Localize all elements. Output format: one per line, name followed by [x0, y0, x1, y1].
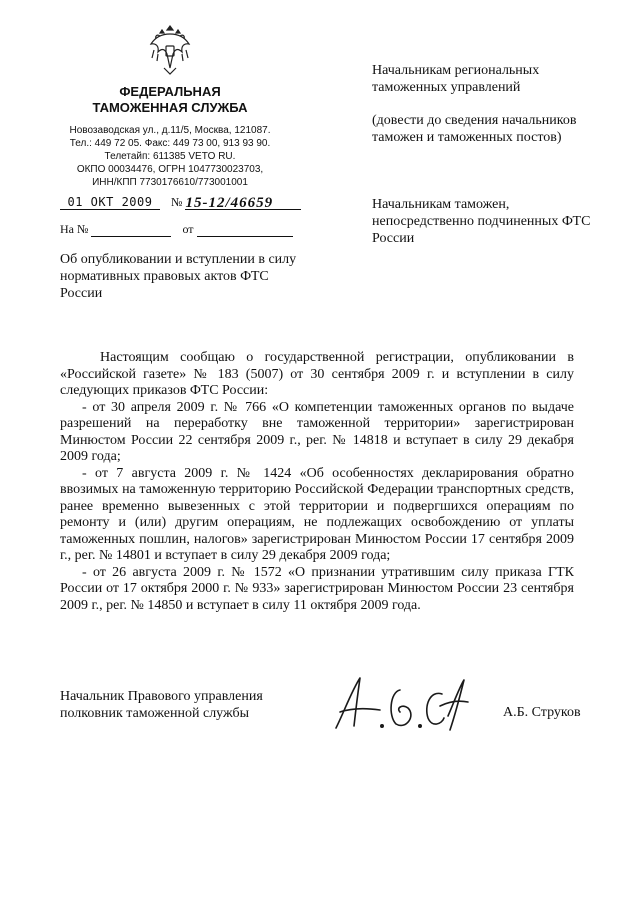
- signatory-name: А.Б. Струков: [503, 705, 581, 720]
- addressee-note: (довести до сведения начальников таможен и таможенных постов): [372, 113, 577, 145]
- addressee-regional: Начальникам региональных таможенных управлений: [372, 63, 540, 95]
- double-headed-eagle-emblem-icon: [148, 24, 192, 76]
- reference-date-label: от: [182, 222, 194, 236]
- signatory-position: [60, 688, 320, 722]
- number-label: №: [171, 195, 183, 209]
- date-field: [60, 195, 160, 210]
- org-line-2: ТАМОЖЕННАЯ СЛУЖБА: [92, 100, 248, 115]
- document-subject: Об опубликовании и вступлении в силу нормативных правовых актов ФТС России: [60, 252, 297, 301]
- contact-line: Тел.: 449 72 05. Факс: 449 73 00, 913 93 90.: [69, 138, 271, 149]
- reference-number-label: На №: [60, 222, 89, 236]
- order-item: - от 26 августа 2009 г. № 1572 «О признании утратившим силу приказа ГТК России от 17 октября 2000 г. № 933» зарегистрирован Минюстом России 23 сентября 2009 г., рег. № 14850 и вступает в силу 11 октября 2009 года.: [60, 564, 574, 613]
- contact-line: ИНН/КПП 7730176610/773001001: [92, 177, 248, 188]
- handwritten-outgoing-number: 15-12/46659: [185, 195, 274, 211]
- position-line-1: Начальник Правового управления: [60, 689, 263, 704]
- handwritten-signature: [330, 672, 470, 736]
- date-stamp: 01 ОКТ 2009: [67, 195, 153, 209]
- position-line-2: полковник таможенной службы: [60, 706, 250, 721]
- reference-date-field: [197, 222, 293, 237]
- order-item: - от 30 апреля 2009 г. № 766 «О компетенции таможенных органов по выдаче разрешений на переработку вне таможенной территории» зарегистрирован Минюстом России 22 сентября 2009 г., рег. № 14818 и вступает в силу 29 декабря 2009 года;: [60, 399, 574, 464]
- contact-line: Новозаводская ул., д.11/5, Москва, 121087.: [69, 125, 271, 136]
- contact-line: ОКПО 00034476, ОГРН 1047730023703,: [76, 164, 264, 175]
- order-item: - от 7 августа 2009 г. № 1424 «Об особенностях декларирования обратно ввозимых на таможенную территорию Российской Федерации транспортных средств, ранее временно вывезенных с этой территории и подвергшихся операциям по ремонту и (или) другим операциям, не подлежащих освобождению от уплаты таможенных пошлин, налогов» зарегистрирован Минюстом России 17 сентября 2009 г., рег. № 14801 и вступает в силу 29 декабря 2009 года;: [60, 465, 574, 563]
- organization-name: [60, 84, 280, 116]
- org-line-1: ФЕДЕРАЛЬНАЯ: [119, 84, 221, 99]
- number-field: [185, 195, 301, 210]
- reference-line: [60, 222, 293, 237]
- reference-number-field: [91, 222, 171, 237]
- letter-body: [60, 350, 574, 614]
- registration-line: [60, 195, 301, 210]
- contact-line: Телетайп: 611385 VETO RU.: [104, 151, 236, 162]
- addressee-customs: Начальникам таможен, непосредственно подчиненных ФТС России: [372, 197, 591, 246]
- body-intro-paragraph: Настоящим сообщаю о государственной регистрации, опубликовании в «Российской газете» № 183 (5007) от 30 сентября 2009 г. и вступлении в силу следующих приказов ФТС России:: [60, 350, 574, 398]
- contact-details: [60, 124, 280, 189]
